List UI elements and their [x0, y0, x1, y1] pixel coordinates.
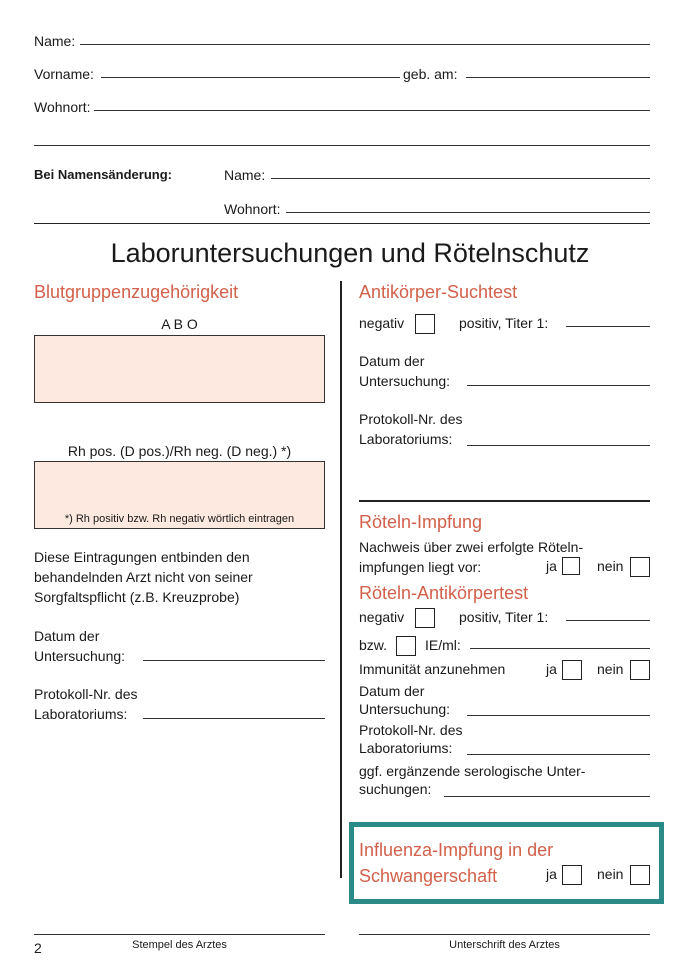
rubella-vacc-nein-checkbox[interactable]	[630, 557, 650, 577]
rh-label: Rh pos. (D pos.)/Rh neg. (D neg.) *)	[67, 443, 292, 459]
rubella-negativ-checkbox[interactable]	[415, 608, 435, 628]
rubella-protocol-label	[359, 721, 462, 757]
antibody-negativ-checkbox[interactable]	[415, 314, 435, 334]
name-change-name-field[interactable]	[271, 178, 650, 179]
label-line: Datum der	[34, 628, 100, 644]
label-line: ggf. ergänzende serologische Unter-	[359, 763, 586, 779]
abo-label: A B O	[161, 316, 198, 332]
label-line: Protokoll-Nr. des	[359, 722, 463, 738]
rubella-negativ-label: negativ	[359, 609, 405, 625]
label-line: impfungen liegt vor:	[359, 559, 482, 575]
influenza-ja-checkbox[interactable]	[562, 865, 582, 885]
name-change-name-label: Name:	[224, 167, 266, 183]
page-title: Laboruntersuchungen und Rötelnschutz	[110, 238, 590, 268]
vorname-field[interactable]	[101, 77, 400, 78]
section-divider	[34, 223, 650, 224]
stamp-line[interactable]	[34, 934, 325, 935]
rubella-date-label	[359, 682, 450, 718]
rubella-positiv-label: positiv, Titer 1:	[459, 609, 549, 625]
rh-footnote: *) Rh positiv bzw. Rh negativ wörtlich eintragen	[64, 513, 295, 525]
label-line: Laboratoriums:	[34, 706, 128, 722]
blood-protocol-field[interactable]	[143, 718, 325, 719]
antibody-negativ-label: negativ	[359, 315, 405, 331]
label-line: Datum der	[359, 353, 425, 369]
label-line: Untersuchung:	[34, 648, 126, 664]
label-line: Untersuchung:	[359, 701, 451, 717]
rubella-vacc-ja-checkbox[interactable]	[562, 557, 580, 575]
immunity-label: Immunität anzunehmen	[359, 661, 506, 677]
rubella-bzw-checkbox[interactable]	[396, 636, 416, 656]
wohnort-field-line-2[interactable]	[34, 145, 650, 146]
disclaimer-text	[34, 547, 253, 607]
rubella-ie-field[interactable]	[470, 648, 650, 649]
label-line: Nachweis über zwei erfolgte Röteln-	[359, 539, 584, 555]
rubella-ie-label: IE/ml:	[425, 637, 461, 653]
vorname-label: Vorname:	[34, 66, 94, 82]
immunity-ja-checkbox[interactable]	[562, 660, 582, 680]
label-line: Protokoll-Nr. des	[34, 686, 138, 702]
disclaimer-line: behandelnden Arzt nicht von seiner	[34, 569, 253, 585]
name-change-wohnort-field[interactable]	[286, 212, 650, 213]
column-divider	[340, 281, 342, 878]
birthdate-field[interactable]	[466, 77, 650, 78]
influenza-nein-label: nein	[597, 866, 624, 882]
rubella-antibody-heading: Röteln-Antikörpertest	[359, 583, 529, 603]
wohnort-field[interactable]	[94, 110, 650, 111]
blood-date-label	[34, 626, 125, 666]
label-line: Datum der	[359, 683, 425, 699]
stamp-label: Stempel des Arztes	[132, 939, 227, 951]
rubella-vacc-ja-label: ja	[546, 558, 557, 574]
disclaimer-line: Diese Eintragungen entbinden den	[34, 549, 250, 565]
rubella-bzw-label: bzw.	[359, 637, 388, 653]
immunity-nein-checkbox[interactable]	[630, 660, 650, 680]
serology-field[interactable]	[444, 796, 650, 797]
influenza-ja-label: ja	[546, 866, 557, 882]
name-change-heading: Bei Namensänderung:	[34, 167, 172, 182]
name-change-wohnort-label: Wohnort:	[224, 201, 281, 217]
blood-group-heading: Blutgruppenzugehörigkeit	[34, 282, 239, 302]
antibody-protocol-label	[359, 409, 462, 449]
name-label: Name:	[34, 33, 76, 49]
label-line: Untersuchung:	[359, 373, 451, 389]
rubella-date-field[interactable]	[467, 715, 650, 716]
antibody-positiv-label: positiv, Titer 1:	[459, 315, 549, 331]
serology-label	[359, 762, 585, 798]
right-section-divider	[359, 500, 650, 502]
antibody-protocol-field[interactable]	[467, 445, 650, 446]
influenza-heading-line: Influenza-Impfung in der	[359, 840, 554, 860]
signature-label: Unterschrift des Arztes	[449, 939, 560, 951]
birthdate-label: geb. am:	[403, 66, 458, 82]
rubella-vacc-nein-label: nein	[597, 558, 624, 574]
rubella-titer-field[interactable]	[566, 620, 650, 621]
wohnort-label: Wohnort:	[34, 99, 91, 115]
blood-protocol-label	[34, 684, 137, 724]
label-line: Protokoll-Nr. des	[359, 411, 463, 427]
abo-field[interactable]	[34, 335, 325, 403]
influenza-nein-checkbox[interactable]	[630, 865, 650, 885]
antibody-date-field[interactable]	[467, 385, 650, 386]
rh-field[interactable]	[34, 461, 325, 529]
antibody-titer-field[interactable]	[566, 326, 650, 327]
influenza-heading	[359, 837, 553, 889]
label-line: suchungen:	[359, 781, 432, 797]
page-number: 2	[34, 940, 42, 956]
name-field[interactable]	[80, 44, 650, 45]
signature-line[interactable]	[359, 934, 650, 935]
immunity-nein-label: nein	[597, 661, 624, 677]
influenza-heading-line: Schwangerschaft	[359, 866, 498, 886]
rubella-protocol-field[interactable]	[467, 754, 650, 755]
antibody-test-heading: Antikörper-Suchtest	[359, 282, 518, 302]
immunity-ja-label: ja	[546, 661, 557, 677]
label-line: Laboratoriums:	[359, 431, 453, 447]
label-line: Laboratoriums:	[359, 740, 453, 756]
rubella-vaccination-heading: Röteln-Impfung	[359, 512, 483, 532]
blood-date-field[interactable]	[143, 660, 325, 661]
disclaimer-line: Sorgfaltspflicht (z.B. Kreuzprobe)	[34, 589, 240, 605]
antibody-date-label	[359, 351, 450, 391]
